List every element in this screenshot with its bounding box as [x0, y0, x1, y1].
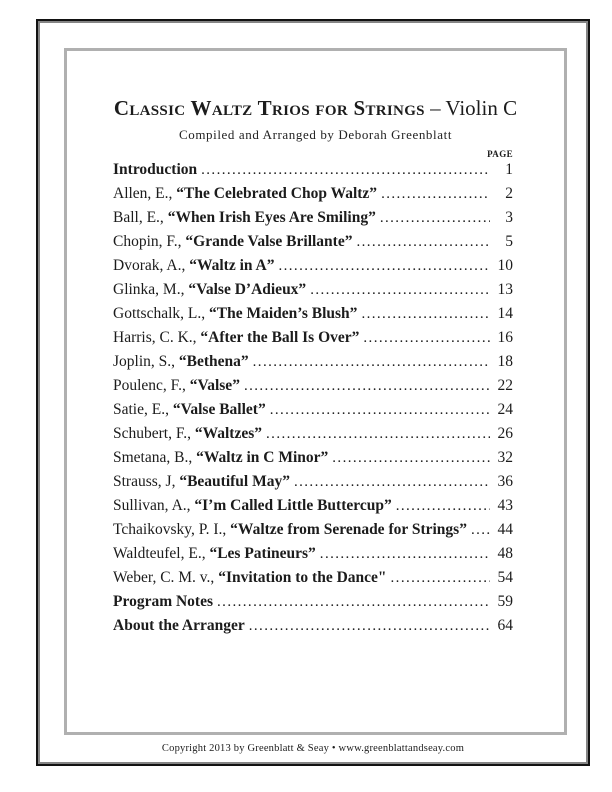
page-number: 44 — [497, 521, 513, 539]
toc-entry — [113, 590, 513, 614]
toc-entry — [113, 326, 513, 350]
page-number: 36 — [497, 473, 513, 491]
piece-title-text: “The Celebrated Chop Waltz” — [176, 185, 378, 203]
toc-entry-text — [113, 182, 377, 206]
page-number: 13 — [497, 281, 513, 299]
composer-text: Smetana, B., — [113, 449, 197, 467]
page-number: 10 — [497, 257, 513, 275]
page-number: 18 — [497, 353, 513, 371]
toc-entry — [113, 470, 513, 494]
page-number: 5 — [505, 233, 513, 251]
composer-text: Satie, E., — [113, 401, 173, 419]
toc-entry-text — [113, 542, 316, 566]
table-of-contents — [67, 158, 564, 638]
toc-entry-text — [113, 374, 240, 398]
dot-leader — [249, 614, 490, 638]
page-number: 26 — [497, 425, 513, 443]
toc-entry-text — [113, 206, 376, 230]
dot-leader — [471, 518, 490, 542]
composer-text: Harris, C. K., — [113, 329, 201, 347]
composer-text: Gottschalk, L., — [113, 305, 209, 323]
piece-title-text: “I’m Called Little Buttercup” — [194, 497, 392, 515]
piece-title-text: “Waltz in C Minor” — [196, 449, 329, 467]
toc-entry — [113, 446, 513, 470]
title-suffix-text: – Violin C — [430, 96, 518, 120]
piece-title-text: “Waltzes” — [194, 425, 263, 443]
toc-entry-text — [113, 278, 306, 302]
dot-leader — [278, 254, 490, 278]
page-number: 64 — [497, 617, 513, 635]
dot-leader — [391, 566, 490, 590]
toc-entry — [113, 350, 513, 374]
toc-entry-text — [113, 230, 352, 254]
composer-text: Chopin, F., — [113, 233, 186, 251]
page-number: 59 — [497, 593, 513, 611]
page-number: 54 — [497, 569, 513, 587]
toc-entry — [113, 398, 513, 422]
piece-title-text: Program Notes — [113, 593, 214, 611]
composer-text: Sullivan, A., — [113, 497, 195, 515]
toc-entry — [113, 614, 513, 638]
title-main-text: Classic Waltz Trios for Strings — [113, 96, 425, 120]
page-number: 3 — [505, 209, 513, 227]
page-number: 48 — [497, 545, 513, 563]
composer-text: Waldteufel, E., — [113, 545, 210, 563]
dot-leader — [201, 158, 490, 182]
outer-border — [36, 19, 590, 766]
piece-title-text: “Valse Ballet” — [172, 401, 266, 419]
page-number: 14 — [497, 305, 513, 323]
dot-leader — [332, 446, 490, 470]
dot-leader — [396, 494, 490, 518]
dot-leader — [217, 590, 490, 614]
toc-entry — [113, 494, 513, 518]
dot-leader — [294, 470, 490, 494]
toc-entry-text — [113, 158, 197, 182]
dot-leader — [363, 326, 490, 350]
toc-entry — [113, 278, 513, 302]
dot-leader — [381, 182, 490, 206]
dot-leader — [266, 422, 490, 446]
toc-entry-text — [113, 350, 249, 374]
toc-entry — [113, 374, 513, 398]
toc-entry-text — [113, 494, 392, 518]
composer-text: Allen, E., — [113, 185, 177, 203]
piece-title-text: “Bethena” — [178, 353, 249, 371]
toc-entry — [113, 542, 513, 566]
piece-title-text: “Waltz in A” — [189, 257, 275, 275]
piece-title-text: Introduction — [113, 161, 198, 179]
toc-entry-text — [113, 614, 245, 638]
dot-leader — [361, 302, 490, 326]
composer-text: Ball, E., — [113, 209, 168, 227]
piece-title-text: “Invitation to the Dance" — [218, 569, 387, 587]
piece-title-text: “When Irish Eyes Are Smiling” — [167, 209, 376, 227]
toc-entry-text — [113, 590, 213, 614]
composer-text: Poulenc, F., — [113, 377, 190, 395]
toc-entry — [113, 254, 513, 278]
dot-leader — [253, 350, 490, 374]
toc-entry-text — [113, 470, 290, 494]
outer-border-inner-line — [38, 21, 588, 764]
page-number: 43 — [497, 497, 513, 515]
page-number: 22 — [497, 377, 513, 395]
page-number: 16 — [497, 329, 513, 347]
piece-title-text: “The Maiden’s Blush” — [209, 305, 358, 323]
dot-leader — [310, 278, 490, 302]
dot-leader — [356, 230, 490, 254]
dot-leader — [320, 542, 490, 566]
piece-title-text: “Les Patineurs” — [209, 545, 316, 563]
composer-text: Dvorak, A., — [113, 257, 190, 275]
piece-title-text: “Beautiful May” — [179, 473, 290, 491]
page-number: 1 — [505, 161, 513, 179]
toc-entry-text — [113, 302, 357, 326]
toc-entry-text — [113, 254, 274, 278]
page-column-header: PAGE — [487, 149, 513, 160]
piece-title-text: “Waltze from Serenade for Strings” — [230, 521, 467, 539]
composer-text: Schubert, F., — [113, 425, 195, 443]
toc-entry-text — [113, 566, 387, 590]
piece-title-text: “Grande Valse Brillante” — [185, 233, 353, 251]
toc-entry — [113, 158, 513, 182]
page-number: 2 — [505, 185, 513, 203]
toc-entry-text — [113, 518, 467, 542]
piece-title-text: “Valse” — [189, 377, 240, 395]
page-title — [67, 96, 564, 121]
toc-entry-text — [113, 326, 359, 350]
footer-copyright: Copyright 2013 by Greenblatt & Seay • www.greenblattandseay.com — [161, 743, 465, 754]
composer-text: Glinka, M., — [113, 281, 189, 299]
page-number: 24 — [497, 401, 513, 419]
composer-text: Tchaikovsky, P. I., — [113, 521, 231, 539]
toc-entry-text — [113, 398, 266, 422]
toc-entry-text — [113, 422, 262, 446]
toc-entry — [113, 518, 513, 542]
toc-entry — [113, 182, 513, 206]
dot-leader — [380, 206, 490, 230]
content-border-frame — [64, 48, 567, 735]
composer-text: Weber, C. M. v., — [113, 569, 219, 587]
toc-entry — [113, 302, 513, 326]
piece-title-text: About the Arranger — [113, 617, 245, 635]
toc-entry — [113, 230, 513, 254]
composer-text: Strauss, J, — [113, 473, 180, 491]
subtitle: Compiled and Arranged by Deborah Greenblatt — [178, 127, 453, 143]
toc-entry-text — [113, 446, 328, 470]
piece-title-text: “After the Ball Is Over” — [200, 329, 360, 347]
toc-entry — [113, 566, 513, 590]
piece-title-text: “Valse D’Adieux” — [188, 281, 307, 299]
dot-leader — [244, 374, 490, 398]
dot-leader — [270, 398, 490, 422]
toc-entry — [113, 206, 513, 230]
page-number: 32 — [497, 449, 513, 467]
toc-entry — [113, 422, 513, 446]
composer-text: Joplin, S., — [113, 353, 179, 371]
